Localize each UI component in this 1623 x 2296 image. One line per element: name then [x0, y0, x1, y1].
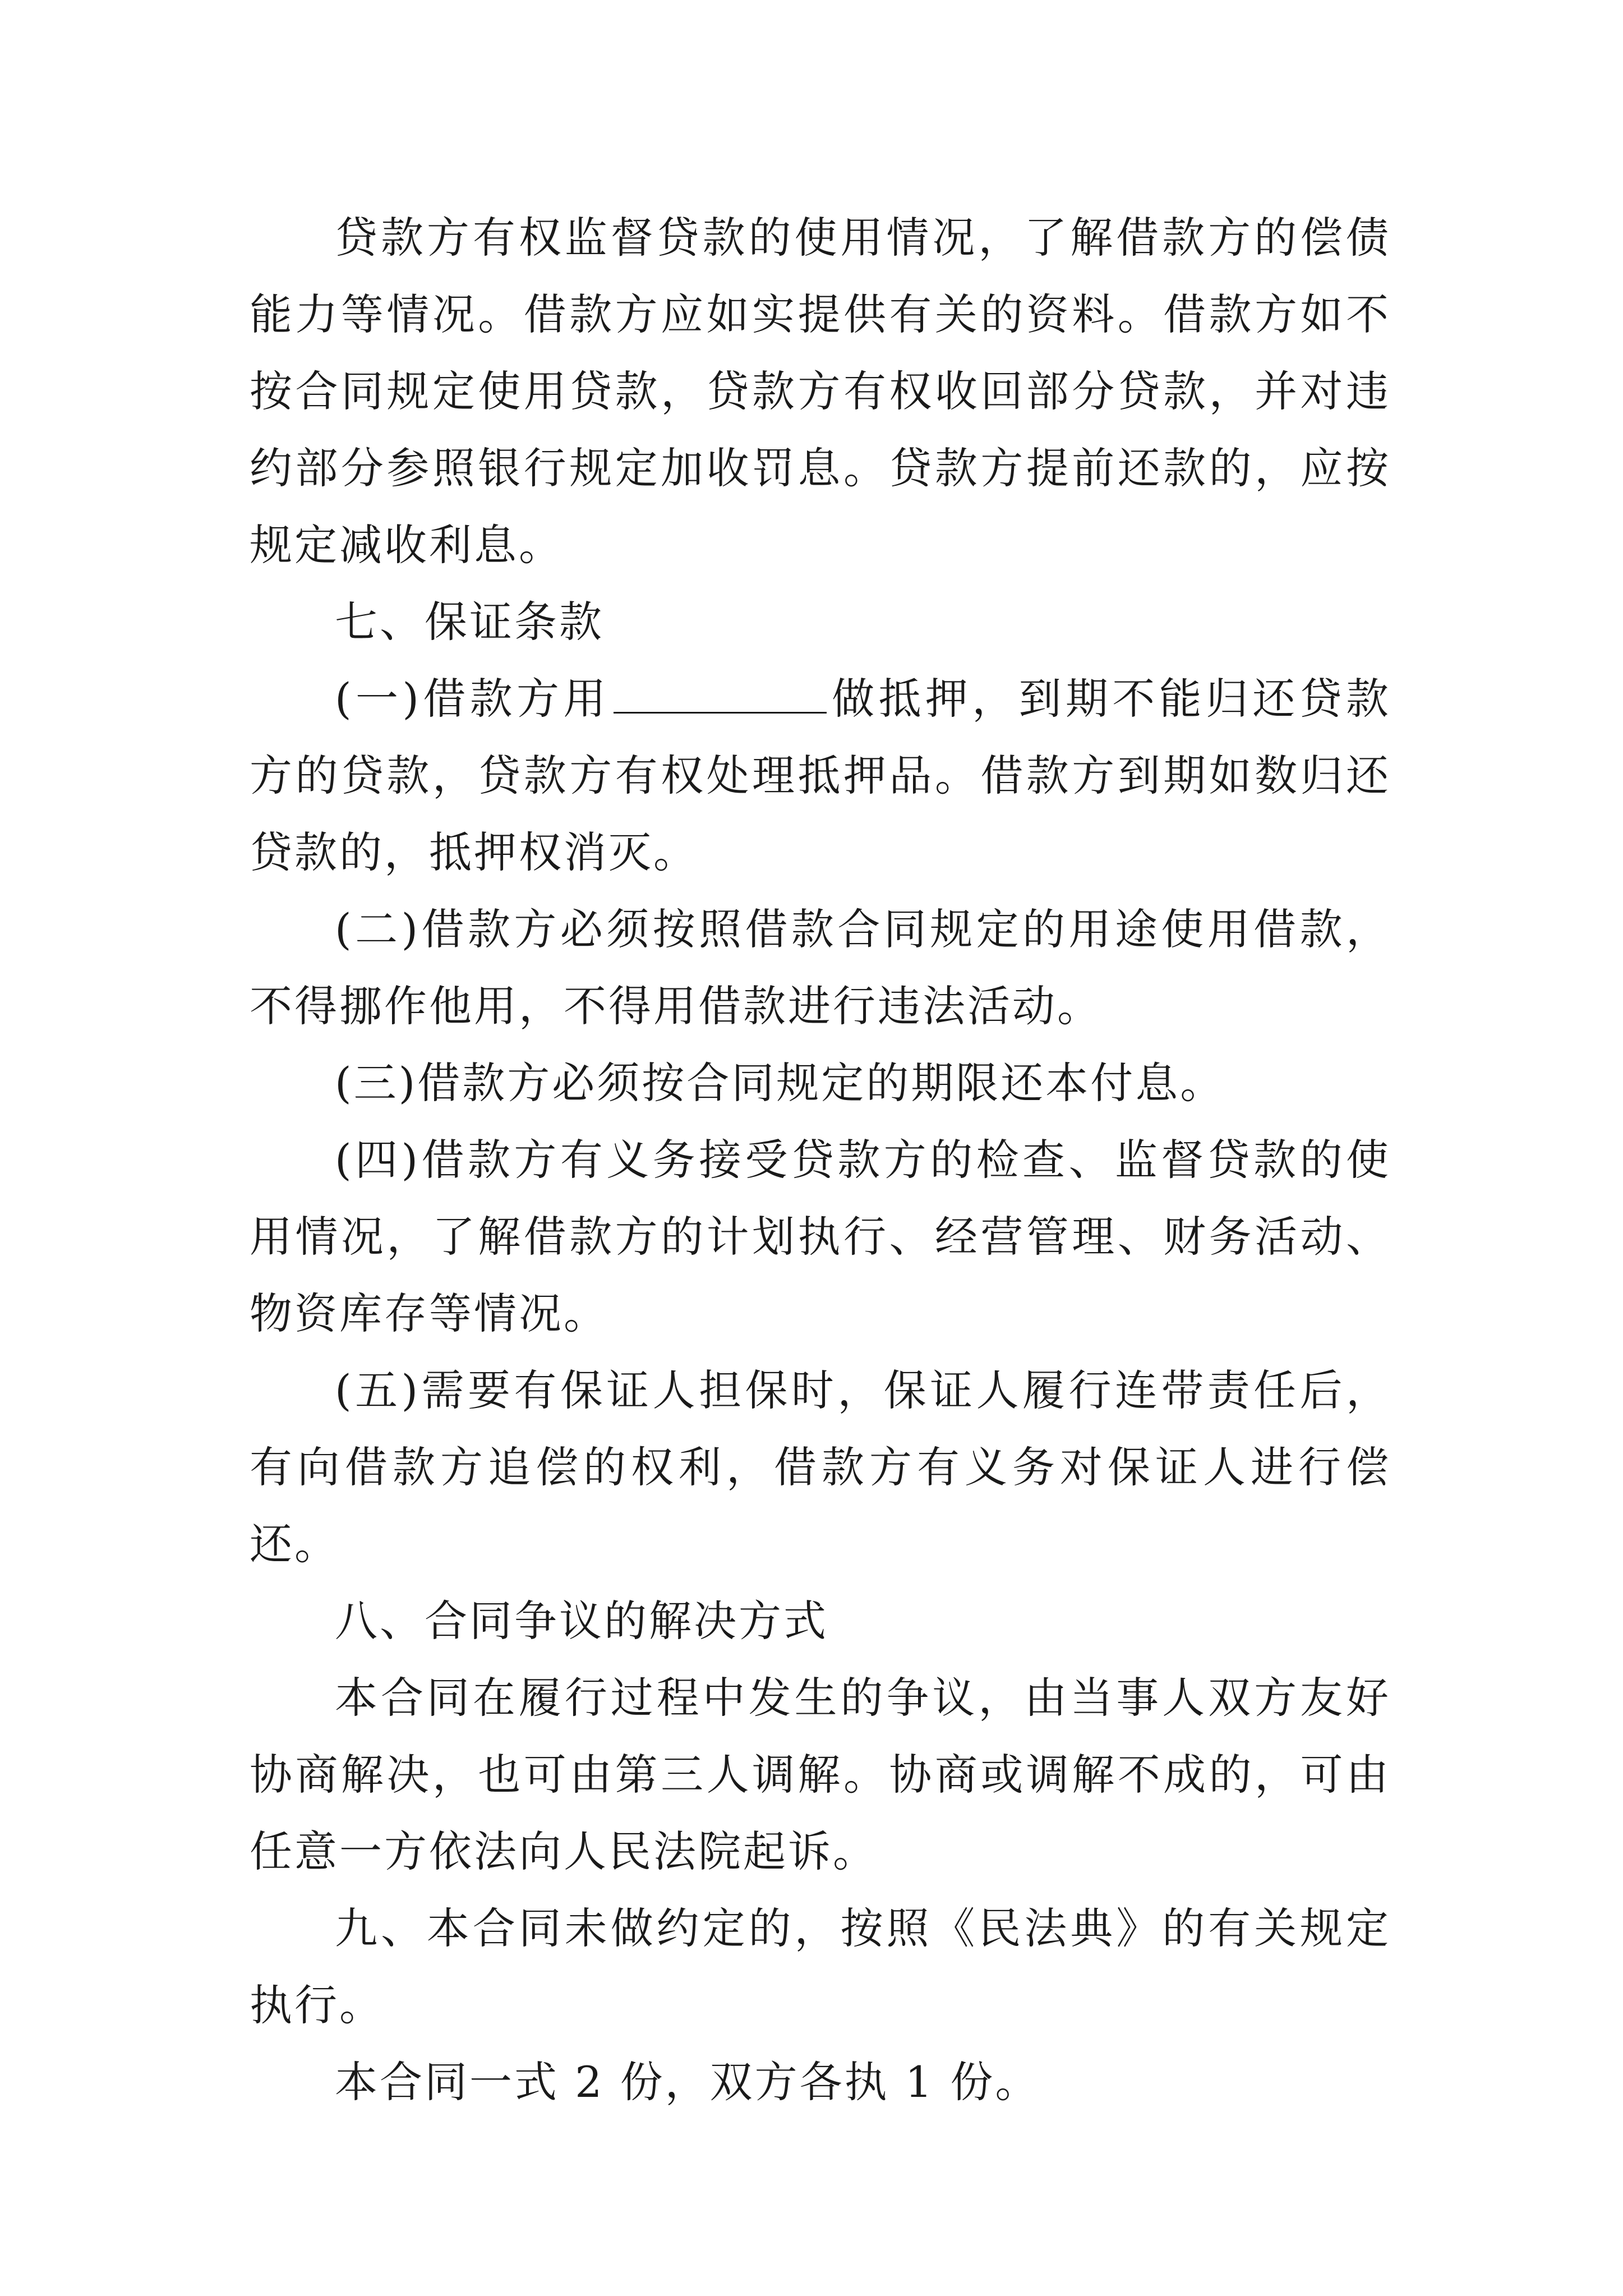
paragraph-guarantee-2: (二)借款方必须按照借款合同规定的用途使用借款，不得挪作他用，不得用借款进行违法活动。	[250, 904, 1391, 1031]
paragraph-loan-supervision: 贷款方有权监督贷款的使用情况，了解借款方的偿债能力等情况。借款方应如实提供有关的资料。借款方如不按合同规定使用贷款，贷款方有权收回部分贷款，并对违约部分参照银行规定加收罚息。贷款方提前还款的，应按规定减收利息。	[250, 213, 1391, 570]
paragraph-guarantee-1	[250, 660, 1391, 891]
collateral-blank-field[interactable]	[614, 678, 827, 714]
paragraph-civil-code: 九、本合同未做约定的，按照《民法典》的有关规定执行。	[250, 1903, 1391, 2030]
section-heading-dispute: 八、合同争议的解决方式	[335, 1596, 828, 1646]
paragraph-guarantee-1-before: (一)借款方用	[335, 674, 610, 724]
paragraph-copies: 本合同一式 2 份，双方各执 1 份。	[335, 2057, 1040, 2107]
paragraph-guarantee-3: (三)借款方必须按合同规定的期限还本付息。	[335, 1058, 1225, 1108]
section-heading-guarantee: 七、保证条款	[335, 597, 604, 647]
paragraph-guarantee-1-after: 做抵押，到期不能归还贷款方的贷款，贷款方有权处理抵押品。借款方到期如数归还贷款的，抵押权消灭。	[250, 674, 1391, 877]
paragraph-dispute-resolution: 本合同在履行过程中发生的争议，由当事人双方友好协商解决，也可由第三人调解。协商或调解不成的，可由任意一方依法向人民法院起诉。	[250, 1673, 1391, 1876]
paragraph-guarantee-5: (五)需要有保证人担保时，保证人履行连带责任后，有向借款方追偿的权利，借款方有义务对保证人进行偿还。	[250, 1365, 1391, 1569]
document-body	[250, 199, 1391, 2120]
paragraph-guarantee-4: (四)借款方有义务接受贷款方的检查、监督贷款的使用情况，了解借款方的计划执行、经营管理、财务活动、物资库存等情况。	[250, 1135, 1391, 1338]
